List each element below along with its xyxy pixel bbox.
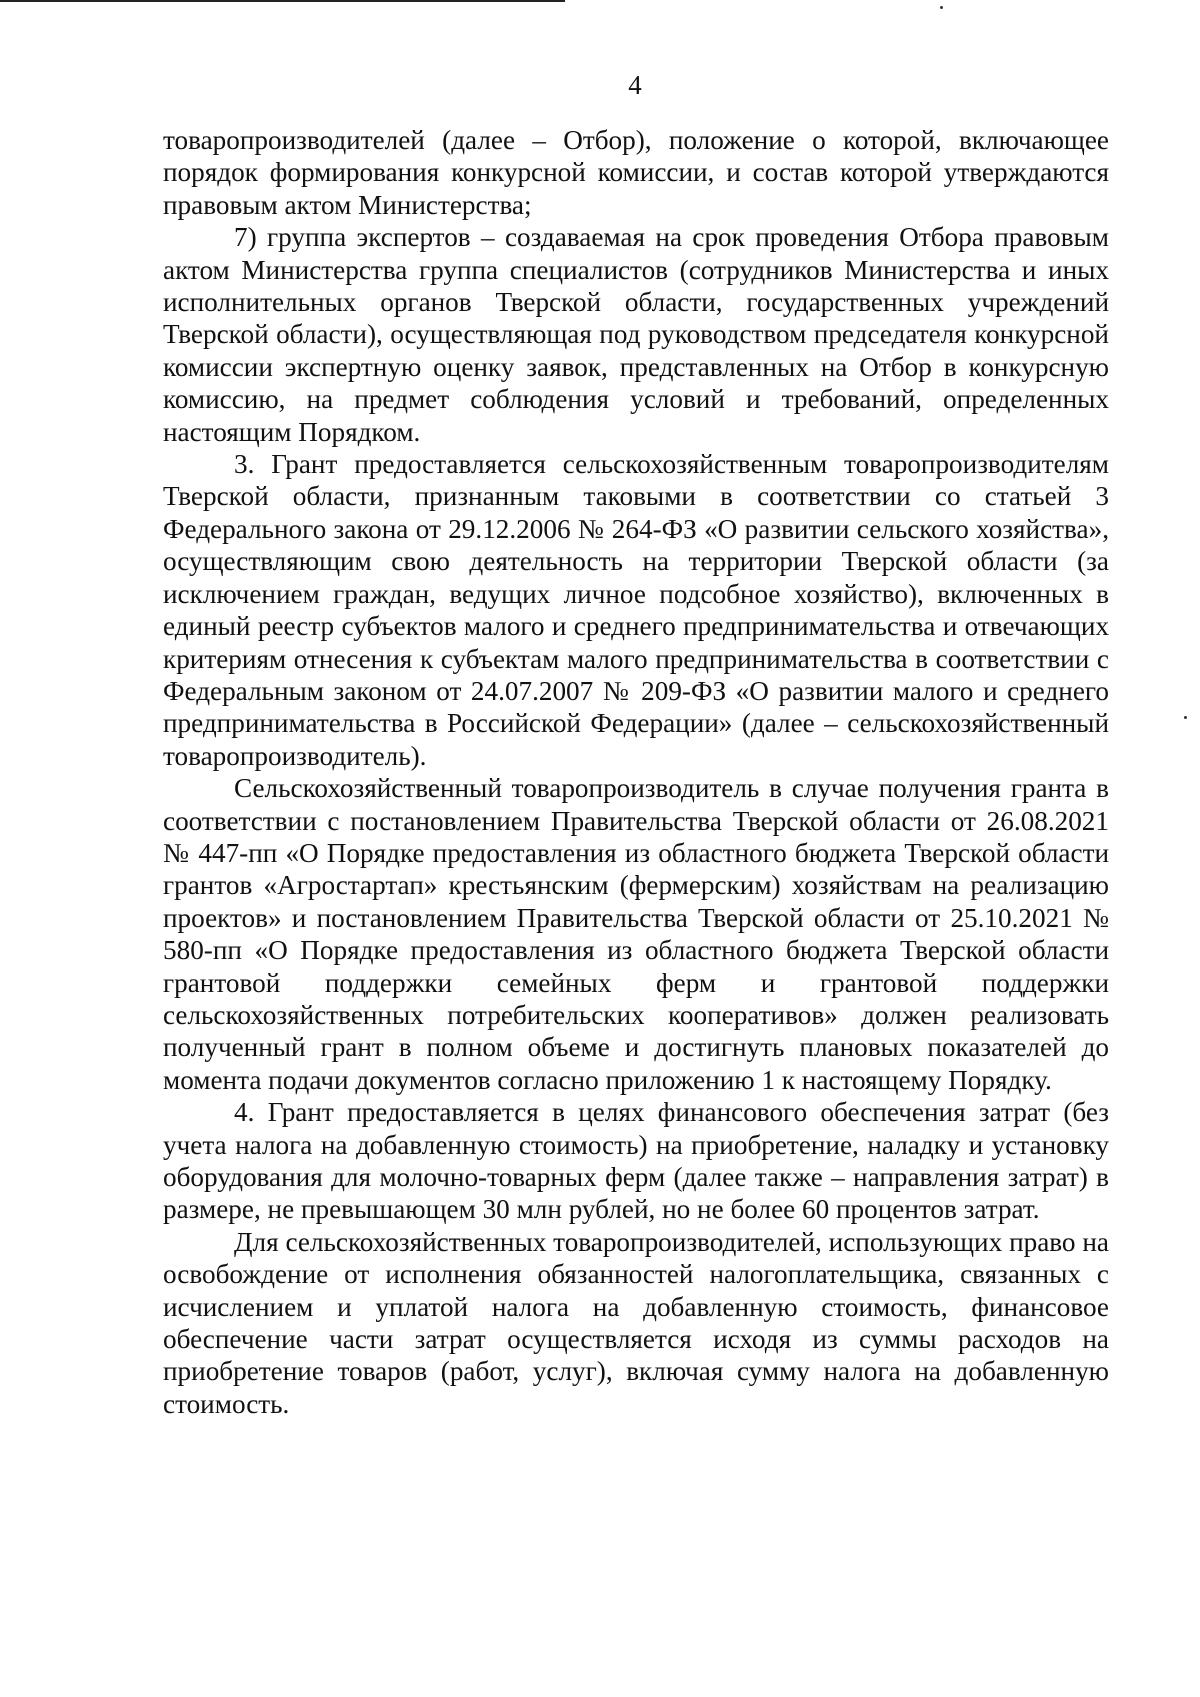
document-body: [163, 124, 1109, 1420]
paragraph-previous-grants: Сельскохозяйственный товаропроизводитель в случае получения гранта в соответствии с постановлением Правительства Тверской области от 26.08.2021 № 447-пп «О Порядке предоставления из областного бюджета Тверской области грантов «Агростартап» крестьянским (фермерским) хозяйствам на реализацию проектов» и постановлением Правительства Тверской области от 25.10.2021 № 580-пп «О Порядке предоставления из областного бюджета Тверской области грантовой поддержки семейных ферм и грантовой поддержки сельскохозяйственных потребительских кооперативов» должен реализовать полученный грант в полном объеме и достигнуть плановых показателей до момента подачи документов согласно приложению 1 к настоящему Порядку.: [163, 773, 1109, 1095]
paragraph-expert-group: 7) группа экспертов – создаваемая на срок проведения Отбора правовым актом Министерства группа специалистов (сотрудников Министерства и иных исполнительных органов Тверской области, государственных учреждений Тверской области), осуществляющая под руководством председателя конкурсной комиссии экспертную оценку заявок, представленных на Отбор в конкурсную комиссию, на предмет соблюдения условий и требований, определенных настоящим Порядком.: [163, 222, 1109, 447]
scan-speck: [1184, 716, 1187, 719]
scan-speck: [940, 6, 943, 9]
scan-edge-line: [0, 0, 565, 2]
paragraph-vat-exempt: Для сельскохозяйственных товаропроизводителей, использующих право на освобождение от исполнения обязанностей налогоплательщика, связанных с исчислением и уплатой налога на добавленную стоимость, финансовое обеспечение части затрат осуществляется исходя из суммы расходов на приобретение товаров (работ, услуг), включая сумму налога на добавленную стоимость.: [163, 1226, 1109, 1419]
paragraph-grant-recipients: 3. Грант предоставляется сельскохозяйственным товаропроизводителям Тверской области, признанным таковыми в соответствии со статьей 3 Федерального закона от 29.12.2006 № 264-ФЗ «О развитии сельского хозяйства», осуществляющим свою деятельность на территории Тверской области (за исключением граждан, ведущих личное подсобное хозяйство), включенных в единый реестр субъектов малого и среднего предпринимательства и отвечающих критериям отнесения к субъектам малого предпринимательства в соответствии с Федеральным законом от 24.07.2007 № 209-ФЗ «О развитии малого и среднего предпринимательства в Российской Федерации» (далее – сельскохозяйственный товаропроизводитель).: [163, 449, 1109, 771]
page-number: 4: [628, 70, 642, 100]
paragraph-grant-purpose: 4. Грант предоставляется в целях финансового обеспечения затрат (без учета налога на добавленную стоимость) на приобретение, наладку и установку оборудования для молочно-товарных ферм (далее также – направления затрат) в размере, не превышающем 30 млн рублей, но не более 60 процентов затрат.: [163, 1097, 1109, 1225]
paragraph-commission-continuation: товаропроизводителей (далее – Отбор), положение о которой, включающее порядок формирования конкурсной комиссии, и состав которой утверждаются правовым актом Министерства;: [163, 125, 1109, 220]
